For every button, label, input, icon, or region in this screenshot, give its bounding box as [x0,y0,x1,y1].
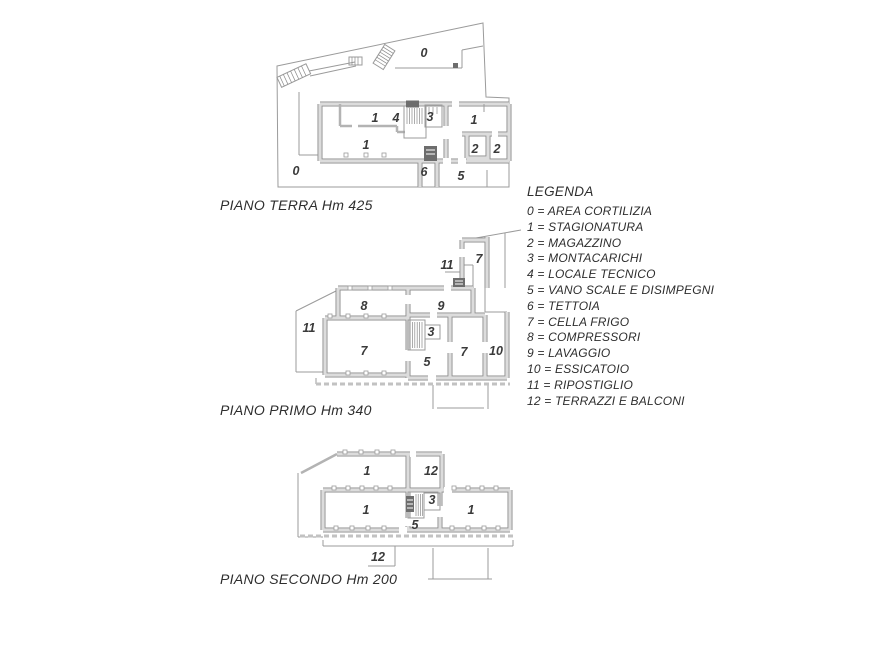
floor-plan-piano-primo-drawing [292,226,524,412]
room-label: 6 [420,165,428,179]
ramp-hatch [277,64,311,87]
room-label: 1 [362,503,370,517]
legend-entry: 1 = STAGIONATURA [527,219,644,234]
plan-title-piano-secondo: PIANO SECONDO Hm 200 [220,571,398,587]
legend-entry: 6 = TETTOIA [527,298,600,313]
legend-entry: 5 = VANO SCALE E DISIMPEGNI [527,282,715,297]
grate-hatch [349,57,362,65]
room-label: 7 [360,344,368,358]
building-walls [300,454,513,536]
legend-entry: 12 = TERRAZZI E BALCONI [527,393,685,408]
room-label: 1 [371,111,379,125]
room-label: 4 [392,111,400,125]
legend-entry: 2 = MAGAZZINO [527,235,622,250]
room-label: 2 [471,142,479,156]
legend-entry: 10 = ESSICATOIO [527,361,630,376]
room-label: 7 [460,345,468,359]
legend-title: LEGENDA [527,184,594,199]
legend-entry: 3 = MONTACARICHI [527,251,643,266]
legend-entry: 8 = COMPRESSORI [527,330,641,345]
room-label: 9 [437,299,445,313]
room-label: 11 [440,258,454,272]
floor-plan-piano-terra-drawing [268,16,518,192]
room-label: 3 [426,110,434,124]
room-label: 5 [423,355,431,369]
room-label: 2 [493,142,501,156]
plan-title-piano-terra: PIANO TERRA Hm 425 [220,197,373,213]
stair-hatch [373,44,395,69]
room-label: 3 [427,325,435,339]
room-label: 0 [420,46,428,60]
room-label: 10 [489,344,503,358]
legend-entry: 0 = AREA CORTILIZIA [527,204,653,218]
room-label: 1 [470,113,478,127]
legend [527,183,714,409]
room-label: 3 [428,493,436,507]
room-label: 1 [363,464,371,478]
room-label: 7 [475,252,483,266]
legend-entry: 7 = CELLA FRIGO [527,314,630,329]
legend-entry: 9 = LAVAGGIO [527,346,611,361]
legend-entry: 11 = RIPOSTIGLIO [527,377,634,392]
legend-entry: 4 = LOCALE TECNICO [527,267,656,282]
wall-pillars [344,153,386,157]
room-label: 5 [411,518,419,532]
floor-plan-piano-secondo-drawing [294,446,518,584]
room-label: 5 [457,169,465,183]
room-label: 1 [467,503,475,517]
room-label: 12 [371,550,385,564]
room-label: 0 [292,164,300,178]
room-label: 11 [302,321,316,335]
room-label: 12 [424,464,438,478]
room-label: 8 [360,299,368,313]
plan-title-piano-primo: PIANO PRIMO Hm 340 [220,402,372,418]
room-label: 1 [362,138,370,152]
